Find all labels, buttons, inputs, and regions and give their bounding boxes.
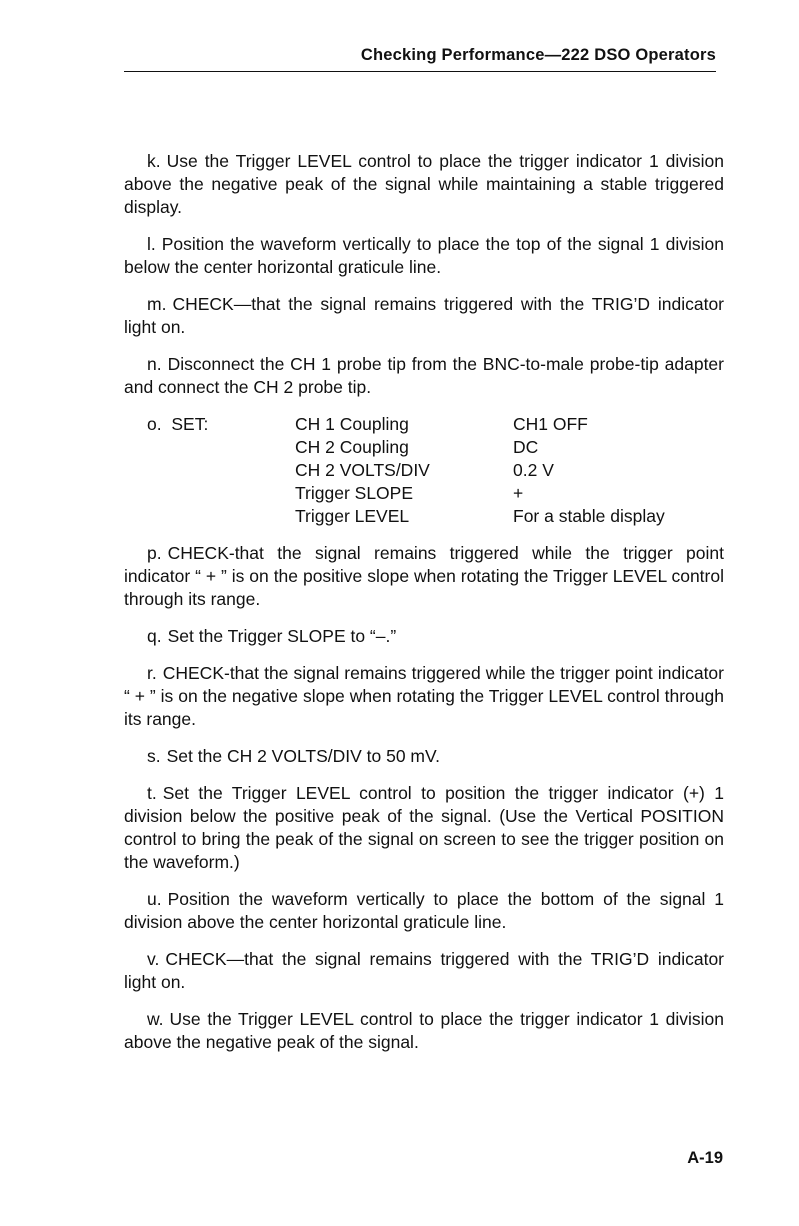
step-text: CHECK-that the signal remains triggered while the trigger point indicator “ + ” is on the negative slope when rotating the Trigger LEVEL control through its range. bbox=[124, 663, 724, 729]
step-text: CHECK—that the signal remains triggered with the TRIG’D indicator light on. bbox=[124, 294, 724, 337]
step-r bbox=[124, 662, 724, 731]
step-v bbox=[124, 948, 724, 994]
setting-value: + bbox=[513, 483, 524, 503]
step-letter: n. bbox=[147, 354, 162, 374]
step-n bbox=[124, 353, 724, 399]
step-letter: m. bbox=[147, 294, 167, 314]
step-text: CHECK—that the signal remains triggered with the TRIG’D indicator light on. bbox=[124, 949, 724, 992]
step-u bbox=[124, 888, 724, 934]
step-text: Set the CH 2 VOLTS/DIV to 50 mV. bbox=[166, 746, 440, 766]
step-text: CHECK-that the signal remains triggered while the trigger point indicator “ + ” is on the positive slope when rotating the Trigger LEVEL control through its range. bbox=[124, 543, 724, 609]
step-letter: w. bbox=[147, 1009, 164, 1029]
setting-value: For a stable display bbox=[513, 506, 665, 526]
step-text: Disconnect the CH 1 probe tip from the BNC-to-male probe-tip adapter and connect the CH 2 probe tip. bbox=[124, 354, 724, 397]
step-text: Use the Trigger LEVEL control to place the trigger indicator 1 division above the negative peak of the signal. bbox=[124, 1009, 724, 1052]
step-m bbox=[124, 293, 724, 339]
step-letter: k. bbox=[147, 151, 161, 171]
setting-name: Trigger SLOPE bbox=[295, 483, 414, 503]
setting-value: CH1 OFF bbox=[513, 414, 588, 434]
step-k bbox=[124, 150, 724, 219]
step-letter: p. bbox=[147, 543, 162, 563]
step-letter: v. bbox=[147, 949, 160, 969]
step-letter: u. bbox=[147, 889, 162, 909]
set-settings-table bbox=[124, 413, 724, 528]
step-letter: s. bbox=[147, 746, 161, 766]
step-text: Position the waveform vertically to place the bottom of the signal 1 division above the center horizontal graticule line. bbox=[124, 889, 724, 932]
setting-name: CH 2 Coupling bbox=[295, 437, 409, 457]
step-text: Set the Trigger SLOPE to “–.” bbox=[167, 626, 397, 646]
setting-name: Trigger LEVEL bbox=[295, 506, 410, 526]
step-p bbox=[124, 542, 724, 611]
setting-value: 0.2 V bbox=[513, 460, 554, 480]
header-rule bbox=[124, 71, 716, 72]
setting-name: CH 2 VOLTS/DIV bbox=[295, 460, 430, 480]
step-text: Set the Trigger LEVEL control to position the trigger indicator (+) 1 division below the positive peak of the signal. (Use the Vertical POSITION control to bring the peak of the signal on screen to see the trigger position on the waveform.) bbox=[124, 783, 724, 872]
step-l bbox=[124, 233, 724, 279]
step-letter: l. bbox=[147, 234, 156, 254]
page-number: A-19 bbox=[687, 1149, 723, 1167]
step-text: Use the Trigger LEVEL control to place the trigger indicator 1 division above the negative peak of the signal while maintaining a stable triggered display. bbox=[124, 151, 724, 217]
step-w bbox=[124, 1008, 724, 1054]
step-letter: t. bbox=[147, 783, 157, 803]
setting-value: DC bbox=[513, 437, 539, 457]
running-header: Checking Performance—222 DSO Operators bbox=[360, 46, 716, 64]
step-t bbox=[124, 782, 724, 874]
set-step-label: o. SET: bbox=[147, 414, 209, 434]
step-q bbox=[124, 625, 724, 648]
step-text: Position the waveform vertically to place the top of the signal 1 division below the center horizontal graticule line. bbox=[124, 234, 724, 277]
step-letter: q. bbox=[147, 626, 162, 646]
step-letter: r. bbox=[147, 663, 157, 683]
setting-name: CH 1 Coupling bbox=[295, 414, 409, 434]
step-s bbox=[124, 745, 724, 768]
procedure-steps bbox=[124, 150, 724, 1068]
